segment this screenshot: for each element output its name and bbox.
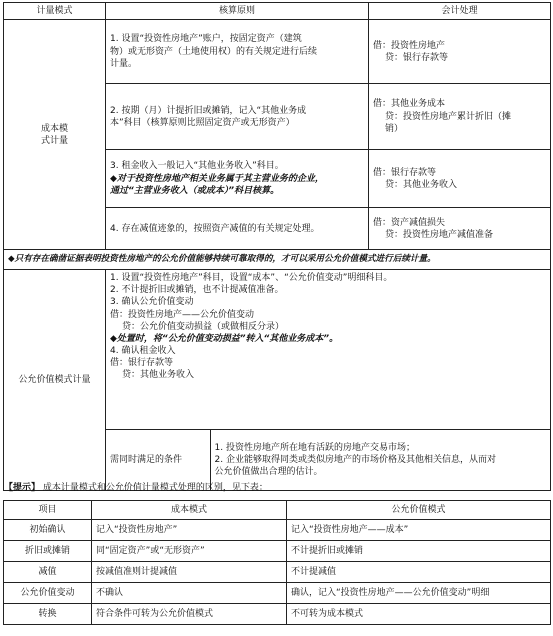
accounting-model-table: [3, 2, 551, 491]
table-row: 减值 按减值准则计提减值 不计提减值: [4, 562, 551, 583]
cost-model-label: 成本模 式计量: [4, 20, 106, 250]
fair-value-model-label: 公允价值模式计量: [4, 270, 106, 491]
tip-tag: 提示: [13, 483, 32, 493]
cost-accounting-3: 借：银行存款等 贷：其他业务收入: [369, 150, 551, 208]
header-measurement-mode: 计量模式: [4, 3, 106, 20]
cost-principle-2: 2. 按期（月）计提折旧或摊销，记入“其他业务成 本”科目（核算原则比照固定资产或无形资产）: [106, 84, 369, 150]
fair-value-banner: ◆只有存在确凿证据表明投资性房地产的公允价值能够持续可靠取得的，才可以采用公允价值模式进行后续计量。: [4, 250, 551, 270]
table-row: 转换 符合条件可转为公允价值模式 不可转为成本模式: [4, 604, 551, 625]
header-principle: 核算原则: [106, 3, 369, 20]
tip-note: 【提示】 成本计量模式和公允价值计量模式处理的区别，见下表：: [4, 483, 268, 493]
table-row: 公允价值变动 不确认 确认，记入“投资性房地产——公允价值变动”明细: [4, 583, 551, 604]
cmp-header-cost: 成本模式: [92, 501, 287, 520]
cost-accounting-1: 借：投资性房地产 贷：银行存款等: [369, 20, 551, 84]
conditions-label: 需同时满足的条件: [106, 430, 210, 490]
conditions-list: 1. 投资性房地产所在地有活跃的房地产交易市场； 2. 企业能够取得同类或类似房地产的市场价格及其他相关信息，从而对 公允价值做出合理的估计。: [214, 442, 496, 478]
table-row: 初始确认 记入“投资性房地产” 记入“投资性房地产——成本”: [4, 520, 551, 541]
cmp-header-fair: 公允价值模式: [287, 501, 551, 520]
tip-text: 成本计量模式和公允价值计量模式处理的区别，见下表：: [42, 483, 268, 493]
header-accounting: 会计处理: [369, 3, 551, 20]
fair-value-principles: 1. 设置“投资性房地产”科目，设置“成本”、“公允价值变动”明细科目。 2. 不计提折旧或摊销，也不计提减值准备。 3. 确认公允价值变动 借：投资性房地产——公允价值变动 贷：公允价值变动损益（或做相反分录） ◆处置时，将“公允价值变动损益”转入“其他业务成本”。 4. 确认租金收入 借：银行存款等 贷：其他业务收入: [106, 270, 551, 430]
cost-principle-4: 4. 存在减值迹象的，按照资产减值的有关规定处理。: [106, 208, 369, 250]
cmp-header-item: 项目: [4, 501, 92, 520]
cost-principle-1: 1. 设置“投资性房地产”账户，按固定资产（建筑 物）或无形资产（土地使用权）的有关规定进行后续 计量。: [106, 20, 369, 84]
cost-accounting-4: 借：资产减值损失 贷：投资性房地产减值准备: [369, 208, 551, 250]
comparison-table: [3, 500, 551, 625]
cost-accounting-2: 借：其他业务成本 贷：投资性房地产累计折旧（摊 销）: [369, 84, 551, 150]
cost-principle-3: 3. 租金收入一般记入“其他业务收入”科目。 ◆对于投资性房地产相关业务属于其主营业务的企业， 通过“主营业务收入（或成本）”科目核算。: [106, 150, 369, 208]
table-row: 折旧或摊销 同“固定资产”或“无形资产” 不计提折旧或摊销: [4, 541, 551, 562]
